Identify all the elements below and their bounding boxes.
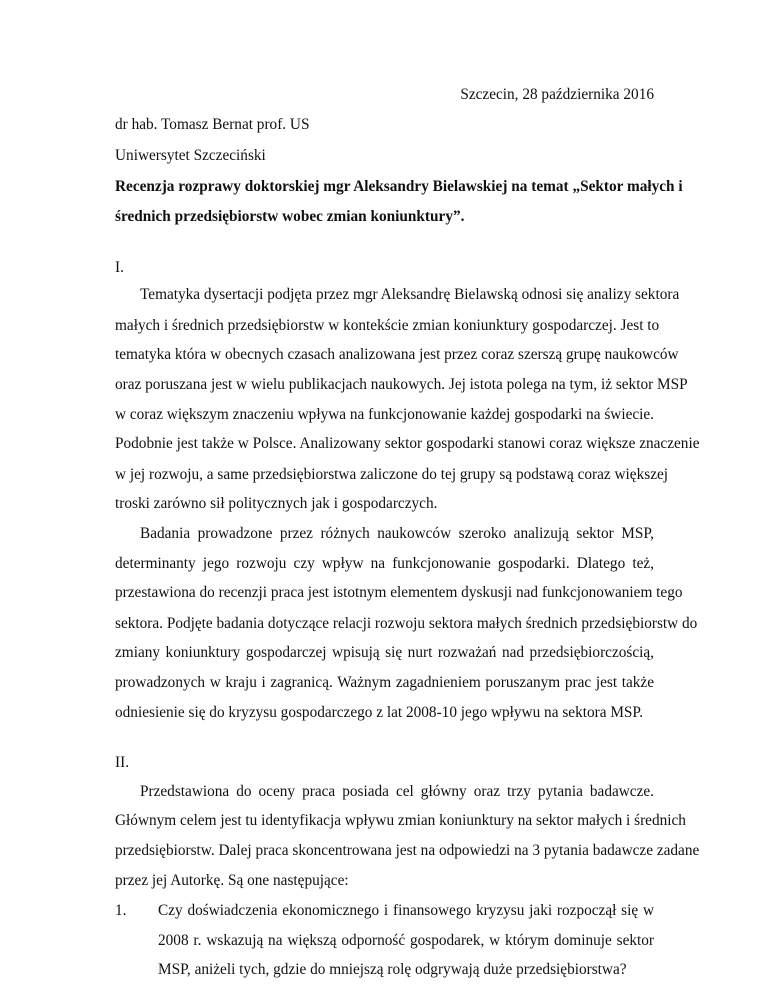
paragraph-line: Przedstawiona do oceny praca posiada cel główny oraz trzy pytania badawcze. <box>140 782 654 800</box>
paragraph-line: prowadzonych w kraju i zagranicą. Ważnym zagadnieniem poruszanym prac jest także <box>115 674 654 692</box>
paragraph-line: determinanty jego rozwoju czy wpływ na funkcjonowanie gospodarki. Dlatego też, <box>115 554 654 572</box>
paragraph-line: Podobnie jest także w Polsce. Analizowany sektor gospodarki stanowi coraz większe znaczenie <box>115 435 700 453</box>
paragraph-line: Głównym celem jest tu identyfikacja wpływu zmian koniunktury na sektor małych i średnich <box>115 812 686 829</box>
paragraph-line: oraz poruszana jest w wielu publikacjach naukowych. Jej istota polega na tym, iż sektor MSP <box>115 375 688 393</box>
review-title-line-1: Recenzja rozprawy doktorskiej mgr Aleksandry Bielawskiej na temat „Sektor małych i <box>115 178 683 196</box>
list-item-number: 1. <box>115 902 127 920</box>
paragraph-line: Badania prowadzone przez różnych naukowców szeroko analizują sektor MSP, <box>140 525 654 543</box>
paragraph-line: małych i średnich przedsiębiorstw w kontekście zmian koniunktury gospodarczej. Jest to <box>115 316 660 334</box>
paragraph-line: tematyka która w obecnych czasach analizowana jest przez coraz szerszą grupę naukowców <box>115 346 679 363</box>
paragraph-line: zmiany koniunktury gospodarczej wpisują się nurt rozważań nad przedsiębiorczością, <box>115 644 654 661</box>
section-numeral-2: II. <box>115 754 130 772</box>
list-item-line: 2008 r. wskazują na większą odporność gospodarek, w którym dominuje sektor <box>158 931 654 949</box>
paragraph-line: sektora. Podjęte badania dotyczące relacji rozwoju sektora małych średnich przedsiębiorstw do <box>115 614 698 632</box>
paragraph-line: przez jej Autorkę. Są one następujące: <box>115 871 349 889</box>
paragraph-line: troski zarówno sił politycznych jak i gospodarczych. <box>115 495 438 512</box>
review-title-line-2: średnich przedsiębiorstw wobec zmian koniunktury”. <box>115 208 465 226</box>
paragraph-line: przedsiębiorstw. Dalej praca skoncentrowana jest na odpowiedzi na 3 pytania badawcze zadane <box>115 842 700 860</box>
section-numeral-1: I. <box>115 258 124 276</box>
reviewer-institution: Uniwersytet Szczeciński <box>115 146 266 164</box>
reviewer-name: dr hab. Tomasz Bernat prof. US <box>115 116 310 134</box>
paragraph-line: w jej rozwoju, a same przedsiębiorstwa zaliczone do tej grupy są podstawą coraz większej <box>115 465 669 483</box>
paragraph-line: w coraz większym znaczeniu wpływa na funkcjonowanie każdej gospodarki na świecie. <box>115 405 655 423</box>
paragraph-line: odniesienie się do kryzysu gospodarczego z lat 2008-10 jego wpływu na sektora MSP. <box>115 703 644 721</box>
paragraph-line: Tematyka dysertacji podjęta przez mgr Aleksandrę Bielawską odnosi się analizy sektora <box>140 286 680 304</box>
paragraph-line: przestawiona do recenzji praca jest istotnym elementem dyskusji nad funkcjonowaniem tego <box>115 584 683 602</box>
document-date: Szczecin, 28 października 2016 <box>460 86 654 103</box>
list-item-line: Czy doświadczenia ekonomicznego i finansowego kryzysu jaki rozpoczął się w <box>158 902 654 920</box>
list-item-line: MSP, aniżeli tych, gdzie do mniejszą rolę odgrywają duże przedsiębiorstwa? <box>158 961 627 978</box>
